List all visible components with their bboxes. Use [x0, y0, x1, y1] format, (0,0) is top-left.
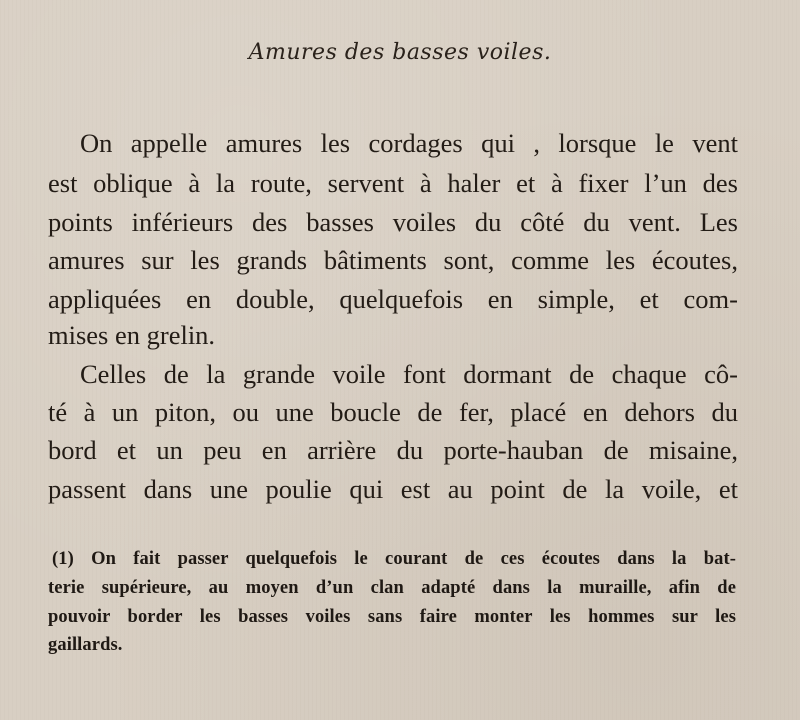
- paragraph-1-line-6: mises en grelin.: [48, 320, 216, 350]
- paragraph-1-line-4: amures sur les grands bâtiments sont, comme les écoutes,: [48, 245, 738, 275]
- paragraph-1-line-3: points inférieurs des basses voiles du côté du vent. Les: [48, 207, 738, 237]
- footnote-line-1: (1) On fait passer quelquefois le courant de ces écoutes dans la bat-: [52, 549, 736, 569]
- footnote-line-4: gaillards.: [48, 635, 123, 655]
- section-heading: Amures des basses voiles.: [248, 40, 552, 65]
- paragraph-2-line-1: Celles de la grande voile font dormant de chaque cô-: [80, 359, 738, 389]
- footnote-line-3: pouvoir border les basses voiles sans faire monter les hommes sur les: [48, 607, 736, 627]
- paragraph-1-line-1: On appelle amures les cordages qui , lorsque le vent: [80, 128, 738, 158]
- footnote-line-2: terie supérieure, au moyen d’un clan adapté dans la muraille, afin de: [48, 578, 736, 598]
- paragraph-2-line-2: té à un piton, ou une boucle de fer, placé en dehors du: [48, 397, 738, 427]
- paragraph-1-line-2: est oblique à la route, servent à haler et à fixer l’un des: [48, 168, 738, 198]
- paragraph-2-line-3: bord et un peu en arrière du porte-hauban de misaine,: [48, 435, 738, 465]
- paragraph-1-line-5: appliquées en double, quelquefois en simple, et com-: [48, 284, 738, 314]
- paragraph-2-line-4: passent dans une poulie qui est au point de la voile, et: [48, 474, 738, 504]
